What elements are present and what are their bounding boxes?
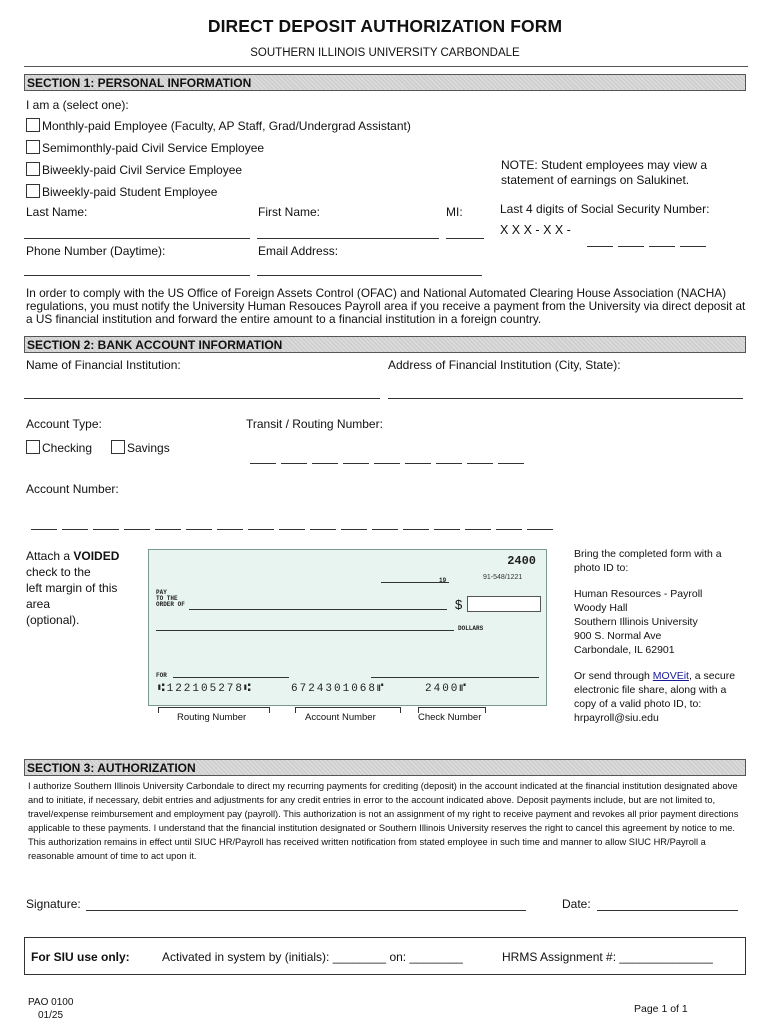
email-label: Email Address: xyxy=(258,244,339,258)
header-divider xyxy=(24,66,748,67)
university-name: SOUTHERN ILLINOIS UNIVERSITY CARBONDALE xyxy=(250,47,520,59)
form-code xyxy=(28,996,73,1022)
attach-line-2: left margin of this xyxy=(26,581,118,595)
biweekly-civil-checkbox[interactable] xyxy=(26,162,40,176)
section-1-header: SECTION 1: PERSONAL INFORMATION xyxy=(24,74,746,91)
signature-field[interactable] xyxy=(86,910,526,911)
pay-to-line-1: PAY xyxy=(156,589,167,596)
routing-digit[interactable] xyxy=(312,462,338,464)
section-2-header: SECTION 2: BANK ACCOUNT INFORMATION xyxy=(24,336,746,353)
check-number: 2400 xyxy=(507,554,536,568)
first-name-label: First Name: xyxy=(258,205,321,219)
hr-address-line-1: Human Resources - Payroll xyxy=(574,588,703,600)
amount-words-line xyxy=(156,630,454,631)
routing-digit[interactable] xyxy=(405,462,431,464)
routing-number-caption: Routing Number xyxy=(177,712,247,723)
attach-voided-check-note xyxy=(26,548,146,628)
hrms-assignment-field: HRMS Assignment #: ______________ xyxy=(502,950,713,964)
payee-line xyxy=(189,609,447,610)
account-type-label: Account Type: xyxy=(26,417,102,431)
monthly-checkbox[interactable] xyxy=(26,118,40,132)
account-digit-fields[interactable] xyxy=(31,519,558,533)
checking-checkbox[interactable] xyxy=(26,440,40,454)
activated-by-field: Activated in system by (initials): ________ on: ________ xyxy=(162,950,463,964)
ssn-masked-prefix: X X X - X X - xyxy=(500,223,571,237)
account-digit[interactable] xyxy=(403,528,429,530)
account-digit[interactable] xyxy=(62,528,88,530)
email-field[interactable] xyxy=(257,275,482,276)
moveit-instructions xyxy=(574,669,746,725)
routing-digit[interactable] xyxy=(281,462,307,464)
mi-field[interactable] xyxy=(446,238,484,239)
check-signature-line xyxy=(371,677,539,678)
account-digit[interactable] xyxy=(217,528,243,530)
pay-to-label xyxy=(156,590,185,608)
account-digit[interactable] xyxy=(31,528,57,530)
option-monthly-label: Monthly-paid Employee (Faculty, AP Staff, Grad/Undergrad Assistant) xyxy=(42,119,411,133)
authorization-text: I authorize Southern Illinois University Carbondale to direct my recurring payments for crediting (deposit) in the account indicated at the financial institution designated above and to initiate, if necessary, debit entries and adjustments for any credit entries in error to the account indicated above. Deposit payments include, but are not limited to, travel/expense reimbursement and employment pay (payroll). This authorization is not an assignment of my right to receive payment and revokes all prior payment directions applicable to these payments. I understand that the financial institution designated or Southern Illinois University reserves the right to cancel this agreement by notice to me. This authorization remains in effect until SIUC HR/Payroll has received written notification from stated employee in such time and manner to allow SIUC HR/Payroll a reasonable amount of time to act upon it. xyxy=(28,781,739,861)
last-name-field[interactable] xyxy=(24,238,250,239)
institution-address-field[interactable] xyxy=(388,398,743,399)
ssn-digit-1[interactable] xyxy=(587,245,613,247)
institution-name-field[interactable] xyxy=(24,398,380,399)
form-title: DIRECT DEPOSIT AUTHORIZATION FORM xyxy=(207,16,563,36)
option-semimonthly[interactable] xyxy=(26,140,264,155)
ssn-digit-4[interactable] xyxy=(680,245,706,247)
page-number: Page 1 of 1 xyxy=(634,1003,688,1015)
check-year-prefix: 19 xyxy=(439,577,447,584)
dollar-sign: $ xyxy=(455,597,463,612)
date-label: Date: xyxy=(562,897,591,911)
account-digit[interactable] xyxy=(279,528,305,530)
biweekly-student-checkbox[interactable] xyxy=(26,184,40,198)
micr-account: 6724301068⑈ xyxy=(291,683,386,695)
checking-option[interactable] xyxy=(26,440,92,455)
bring-form-text: Bring the completed form with a photo ID to: xyxy=(574,548,722,574)
hr-address-line-2: Woody Hall xyxy=(574,602,628,614)
last-name-label: Last Name: xyxy=(26,205,88,219)
siu-use-only-box xyxy=(24,937,746,975)
routing-digit[interactable] xyxy=(250,462,276,464)
first-name-field[interactable] xyxy=(257,238,439,239)
savings-option[interactable] xyxy=(111,440,170,455)
form-number: PAO 0100 xyxy=(28,997,74,1008)
routing-digit-fields[interactable] xyxy=(250,453,529,467)
account-digit[interactable] xyxy=(310,528,336,530)
phone-label: Phone Number (Daytime): xyxy=(26,244,166,258)
micr-routing: ⑆122105278⑆ xyxy=(158,683,253,695)
memo-line xyxy=(173,677,289,678)
account-digit[interactable] xyxy=(186,528,212,530)
or-send-post-text: , a secure electronic file share, along with a copy of a valid photo ID, to: hrpayroll@siu.edu xyxy=(574,670,736,724)
phone-field[interactable] xyxy=(24,275,250,276)
savings-checkbox[interactable] xyxy=(111,440,125,454)
hr-address-line-3: Southern Illinois University xyxy=(574,616,698,628)
employee-type-prompt: I am a (select one): xyxy=(26,98,129,112)
student-note: NOTE: Student employees may view a statement of earnings on Salukinet. xyxy=(501,158,708,187)
institution-address-label: Address of Financial Institution (City, State): xyxy=(388,358,621,372)
check-number-caption: Check Number xyxy=(418,712,482,723)
siu-use-only-label: For SIU use only: xyxy=(31,950,130,964)
option-biweekly-civil-label: Biweekly-paid Civil Service Employee xyxy=(42,163,243,177)
micr-check-number: 2400⑈ xyxy=(425,683,469,695)
check-fraction: 91-548/1221 xyxy=(483,574,523,581)
ssn-field-group xyxy=(500,223,571,237)
moveit-link[interactable]: MOVEit xyxy=(652,670,689,682)
or-send-text: Or send through xyxy=(574,670,653,682)
account-digit[interactable] xyxy=(372,528,398,530)
ssn-label: Last 4 digits of Social Security Number: xyxy=(500,202,710,216)
memo-label: FOR xyxy=(156,672,167,679)
section-3-header: SECTION 3: AUTHORIZATION xyxy=(24,759,746,776)
account-digit[interactable] xyxy=(93,528,119,530)
hr-address-line-4: 900 S. Normal Ave xyxy=(574,630,662,642)
option-biweekly-student[interactable] xyxy=(26,184,217,199)
ofac-notice: In order to comply with the US Office of Foreign Assets Control (OFAC) and National Automated Clearing House Association (NACHA) regulations, you must notify the University Human Resouces Payroll area if you receive a payment from the University via direct deposit at a US financial institution and forward the entire amount to a financial institution in a foreign country. xyxy=(26,286,746,326)
option-biweekly-civil[interactable] xyxy=(26,162,242,177)
account-number-caption: Account Number xyxy=(305,712,376,723)
amount-box xyxy=(467,596,541,612)
semimonthly-checkbox[interactable] xyxy=(26,140,40,154)
ssn-digit-fields[interactable] xyxy=(587,236,711,250)
routing-digit[interactable] xyxy=(498,462,524,464)
attach-line-4: (optional). xyxy=(26,613,80,627)
hr-address-line-5: Carbondale, IL 62901 xyxy=(574,644,675,656)
signature-label: Signature: xyxy=(26,897,81,911)
account-digit[interactable] xyxy=(527,528,553,530)
account-digit[interactable] xyxy=(434,528,460,530)
pay-to-line-3: ORDER OF xyxy=(156,601,185,608)
ssn-digit-2[interactable] xyxy=(618,245,644,247)
attach-pre: Attach a xyxy=(26,549,74,563)
attach-voided: VOIDED xyxy=(73,549,120,563)
account-number-label: Account Number: xyxy=(26,482,119,496)
form-revision: 01/25 xyxy=(38,1010,64,1021)
checking-label: Checking xyxy=(42,441,93,455)
ssn-digit-3[interactable] xyxy=(649,245,675,247)
option-biweekly-student-label: Biweekly-paid Student Employee xyxy=(42,185,218,199)
routing-digit[interactable] xyxy=(436,462,462,464)
routing-digit[interactable] xyxy=(343,462,369,464)
routing-label: Transit / Routing Number: xyxy=(246,417,383,431)
dollars-label: DOLLARS xyxy=(458,625,484,632)
account-digit[interactable] xyxy=(155,528,181,530)
routing-digit[interactable] xyxy=(374,462,400,464)
submission-instructions xyxy=(574,547,746,725)
pay-to-line-2: TO THE xyxy=(156,595,178,602)
routing-digit[interactable] xyxy=(467,462,493,464)
savings-label: Savings xyxy=(127,441,170,455)
attach-line-3: area xyxy=(26,597,51,611)
institution-label: Name of Financial Institution: xyxy=(26,358,181,372)
attach-line-1: check to the xyxy=(26,565,91,579)
account-digit[interactable] xyxy=(496,528,522,530)
option-semimonthly-label: Semimonthly-paid Civil Service Employee xyxy=(42,141,265,155)
account-digit[interactable] xyxy=(341,528,367,530)
account-digit[interactable] xyxy=(465,528,491,530)
account-digit[interactable] xyxy=(248,528,274,530)
sample-check-image xyxy=(148,549,547,706)
date-field[interactable] xyxy=(597,910,738,911)
mi-label: MI: xyxy=(446,205,463,219)
option-monthly[interactable] xyxy=(26,118,411,133)
account-digit[interactable] xyxy=(124,528,150,530)
